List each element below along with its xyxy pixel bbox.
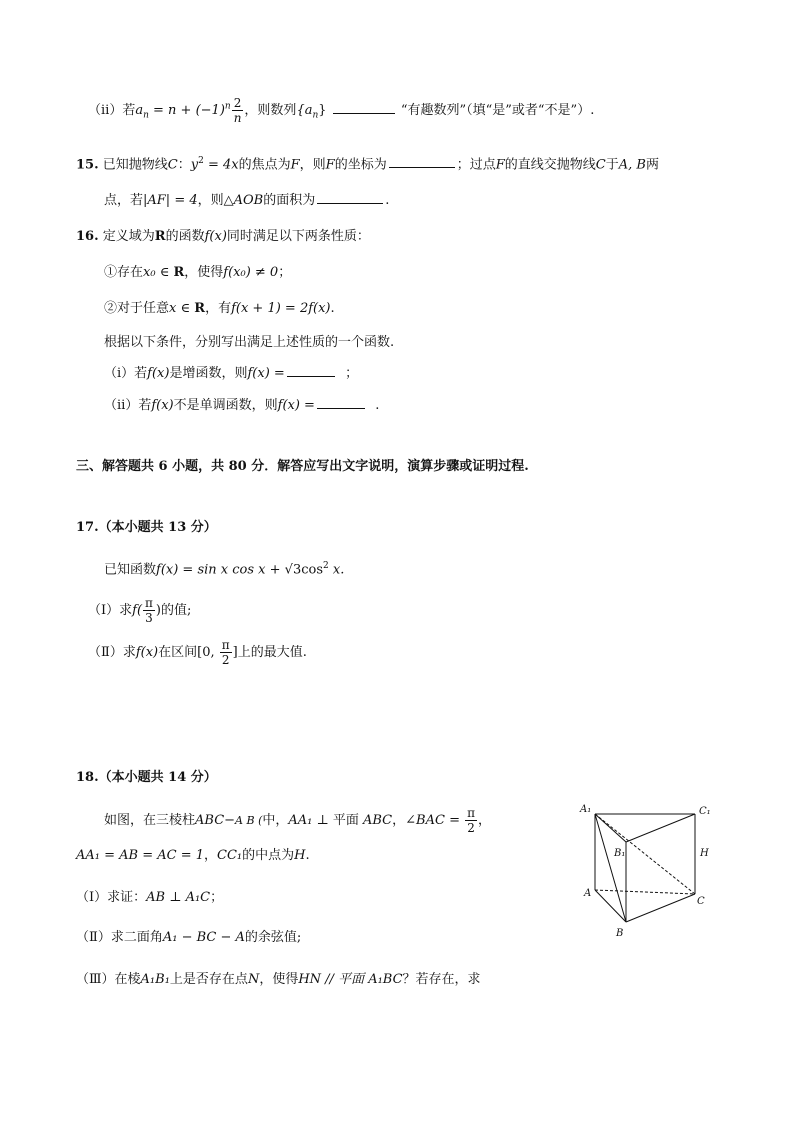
q14-fraction <box>232 96 244 125</box>
q16-prop2-b: ，有 <box>205 301 232 316</box>
q16-prop2-R: R <box>194 301 206 316</box>
q15-F3: F <box>495 157 505 173</box>
q18-part-I <box>76 888 223 908</box>
q17-heading <box>76 518 217 538</box>
section3-heading-text: 三、解答题共 6 小题，共 80 分．解答应写出文字说明，演算步骤或证明过程. <box>76 459 529 474</box>
q15-text-d: 的坐标为 <box>334 157 387 173</box>
q15-text-f: 的直线交抛物线 <box>504 157 596 173</box>
q17-part-II <box>88 638 307 667</box>
q15-text-c: ，则 <box>299 157 326 173</box>
q17-II-close: ] <box>232 645 238 660</box>
q18-heading <box>76 768 217 788</box>
q18-CC1: CC₁ <box>217 848 243 863</box>
q18-II-a: （Ⅱ）求二面角 <box>76 930 163 945</box>
q18-text-c: ， <box>392 813 406 828</box>
label-B: B <box>616 928 624 939</box>
q18-II-b: A₁ − BC − A <box>162 930 245 945</box>
q15-AOB: AOB <box>233 193 264 208</box>
q15-text-a: 已知抛物线 <box>102 157 168 173</box>
q17-cos: cos <box>301 562 324 578</box>
q17-given-a: 已知函数 <box>104 562 157 578</box>
q16-ii-fx: f(x) <box>151 398 174 413</box>
q17-given-b: f(x) = sin x cos x + <box>156 562 285 578</box>
q16-intro-text: 根据以下条件，分别写出满足上述性质的一个函数. <box>104 335 395 350</box>
q14-seq-sub: n <box>312 110 319 121</box>
q16-prop1-R: R <box>173 265 185 280</box>
q16-intro <box>104 333 394 353</box>
q16-prop1-a: ①存在 <box>104 265 144 280</box>
q14-frac-num: 2 <box>232 96 244 111</box>
q15-text-2a: 点，若 <box>104 193 144 208</box>
q18-III-f: ？若存在，求 <box>402 972 481 987</box>
q15-AB: A, B <box>618 157 646 173</box>
q17-I-b: 的值; <box>161 603 192 618</box>
q15-abs: |AF| = 4 <box>143 193 198 208</box>
q15-end: . <box>385 193 390 208</box>
q17-I-den: 3 <box>145 611 153 625</box>
q18-III-d: ，使得 <box>259 972 299 987</box>
q14-frac-den: n <box>233 111 242 125</box>
q15-text-2b: ，则△ <box>197 193 234 208</box>
q16-i-b: 是增函数，则 <box>169 366 248 381</box>
q14-mid: ，则数列 <box>244 103 297 118</box>
q18-line1-end: ， <box>478 813 492 828</box>
q17-II-b: 在区间 <box>158 645 198 660</box>
q16-prop2-a: ②对于任意 <box>104 301 170 316</box>
q15-eq-y: y <box>190 157 199 173</box>
q16-prop1-b: ，使得 <box>184 265 224 280</box>
q14-prefix: （ⅱ）若 <box>88 103 136 118</box>
q15-eq-rest: = 4x <box>203 157 239 173</box>
q15-answer-blank-2[interactable] <box>317 190 383 204</box>
q17-II-a: （Ⅱ）求 <box>88 645 136 660</box>
q18-I-b: AB ⊥ A₁C <box>146 890 211 905</box>
q16-ii-end: . <box>375 398 380 413</box>
q18-H: H <box>294 848 306 863</box>
q16-R: R <box>154 229 166 244</box>
q18-text-b: 中， <box>262 813 289 828</box>
q17-I-close: ) <box>155 603 161 618</box>
q18-prism-garble: A B ( <box>235 814 263 827</box>
q17-heading-text: 17.（本小题共 13 分） <box>76 520 217 535</box>
q17-part-I <box>88 596 191 625</box>
q18-III-b: A₁B₁ <box>140 972 170 987</box>
q14-sub-n: n <box>143 110 149 121</box>
q18-III-e: HN // 平面 A₁BC <box>298 972 403 987</box>
q18-I-a: （Ⅰ）求证： <box>76 890 147 905</box>
q16-prop1 <box>104 263 291 283</box>
q15-answer-blank-1[interactable] <box>389 154 455 168</box>
q18-I-end: ； <box>210 890 224 905</box>
q16-text-a: 定义域为 <box>102 229 155 244</box>
q18-text-2c: 的中点为 <box>242 848 295 863</box>
q17-x-end: x. <box>328 562 345 578</box>
q18-AA1: AA₁ <box>288 813 313 828</box>
q14-part-ii <box>88 96 594 126</box>
q18-ang-den: 2 <box>467 821 475 835</box>
q15-number: 15. <box>76 157 99 173</box>
q16-prop1-end: ； <box>278 265 292 280</box>
q18-perp: ⊥ 平面 <box>312 813 363 828</box>
q14-seq-close: } <box>318 103 327 118</box>
q18-line2 <box>76 846 310 866</box>
label-A1: A₁ <box>580 804 592 815</box>
q17-I-a: （Ⅰ）求 <box>88 603 133 618</box>
q17-II-fraction <box>220 638 232 667</box>
q18-line1 <box>104 806 491 835</box>
q18-prism-figure <box>578 800 718 942</box>
q17-II-open: [0, <box>197 645 219 660</box>
label-H: H <box>700 848 709 859</box>
q18-equal-lengths: AA₁ = AB = AC = 1 <box>76 848 205 863</box>
label-C1: C₁ <box>699 806 711 817</box>
q18-III-N: N <box>247 972 260 987</box>
q17-I-fraction <box>143 596 155 625</box>
q18-ang-num: π <box>467 806 475 820</box>
q17-I-num: π <box>145 596 153 610</box>
q18-text-2b: ， <box>204 848 218 863</box>
q17-I-f: f( <box>132 603 143 618</box>
q18-ABC: ABC <box>363 813 393 828</box>
q17-II-c: 上的最大值. <box>237 645 307 660</box>
q18-part-II <box>76 928 301 948</box>
q16-answer-blank-i[interactable] <box>287 363 335 377</box>
q14-a: a <box>135 103 144 118</box>
q16-i-fx: f(x) <box>147 366 170 381</box>
q17-II-num: π <box>221 638 230 652</box>
q14-sup-n: n <box>224 101 231 112</box>
q18-heading-text: 18.（本小题共 14 分） <box>76 770 217 785</box>
q15-eq-sup: 2 <box>198 156 204 166</box>
q16-ii-b: 不是单调函数，则 <box>173 398 278 413</box>
q18-III-a: （Ⅲ）在棱 <box>76 972 141 987</box>
q16-i-c: f(x) = <box>247 366 285 381</box>
q15-colon: ： <box>177 157 191 173</box>
q18-text-a: 如图，在三棱柱 <box>104 813 196 828</box>
q16-i-a: （i）若 <box>104 366 148 381</box>
q18-angle: ∠BAC = <box>405 813 465 828</box>
label-B1: B₁ <box>614 848 626 859</box>
section3-heading <box>76 457 529 477</box>
q14-seq: {a <box>296 103 313 118</box>
q16-number: 16. <box>76 229 99 244</box>
q15-line2 <box>104 190 389 211</box>
q17-II-den: 2 <box>221 653 230 667</box>
q16-part-ii <box>104 395 379 416</box>
q16-answer-blank-ii[interactable] <box>317 395 365 409</box>
edge-AC-hidden <box>595 890 695 894</box>
q15-F2: F <box>325 157 335 173</box>
q15-F1: F <box>290 157 300 173</box>
q16-text-c: 同时满足以下两条性质： <box>226 229 370 244</box>
q14-suffix: “有趣数列”（填“是”或者“不是”）. <box>400 103 595 118</box>
q14-eq: = n + (−1) <box>148 103 225 118</box>
q15-text-b: 的焦点为 <box>238 157 291 173</box>
q17-given <box>104 556 344 580</box>
segment-A1C <box>595 814 695 894</box>
q17-II-fx: f(x) <box>135 645 159 660</box>
q16-part-i <box>104 363 358 384</box>
q16-prop1-c: f(x₀) ≠ 0 <box>223 265 279 280</box>
q18-III-c: 上是否存在点 <box>169 972 248 987</box>
q16-prop2 <box>104 299 335 319</box>
edge-B1C1 <box>626 814 695 842</box>
q16-i-end: ； <box>345 366 359 381</box>
label-C: C <box>697 896 705 907</box>
q16-fx: f(x) <box>204 229 227 244</box>
edge-BC <box>626 894 695 922</box>
q17-sqrt3: √3 <box>284 562 302 578</box>
label-A: A <box>584 888 592 899</box>
q15-text-h: 两 <box>645 157 659 173</box>
q15-curve: C <box>167 157 178 173</box>
q16-text-b: 的函数 <box>165 229 205 244</box>
q14-answer-blank[interactable] <box>333 100 395 114</box>
q16-prop2-x: x ∈ <box>169 301 195 316</box>
q16-prop1-x0: x₀ ∈ <box>143 265 174 280</box>
q15-text-g: 于 <box>605 157 619 173</box>
q16-line1 <box>76 227 370 247</box>
q18-angle-fraction <box>465 806 477 835</box>
q16-ii-a: （ⅱ）若 <box>104 398 152 413</box>
q15-line1 <box>76 151 659 175</box>
q16-ii-c: f(x) = <box>277 398 315 413</box>
q18-line2-end: . <box>305 848 310 863</box>
q18-prism: ABC− <box>195 813 236 828</box>
q18-II-c: 的余弦值; <box>244 930 302 945</box>
q18-part-III <box>76 970 481 990</box>
q15-text-e: ；过点 <box>456 157 496 173</box>
q15-text-2c: 的面积为 <box>263 193 316 208</box>
q16-prop2-end: . <box>330 301 335 316</box>
q15-C2: C <box>595 157 606 173</box>
q17-sup2: 2 <box>323 561 329 571</box>
q16-prop2-c: f(x + 1) = 2f(x) <box>231 301 331 316</box>
